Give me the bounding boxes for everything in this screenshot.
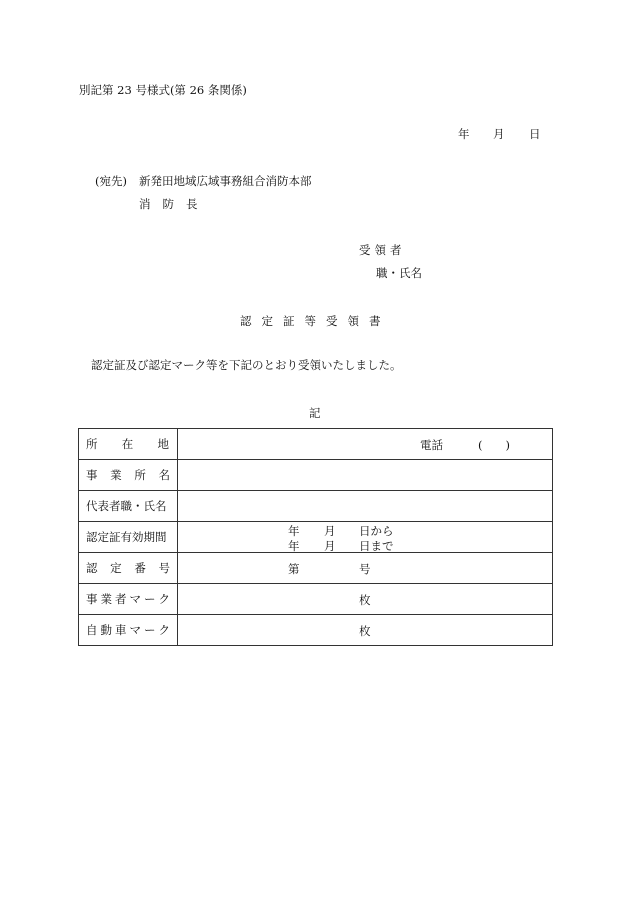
representative-value-cell[interactable] <box>178 491 553 522</box>
from-day: 日から <box>359 524 394 538</box>
table-row <box>79 522 553 553</box>
label-char: 地 <box>157 437 169 451</box>
label-char: 動 <box>100 623 112 637</box>
row-label-vehicle-mark <box>79 615 178 646</box>
phone-label: 電話 <box>420 438 443 452</box>
cert-go: 号 <box>359 562 371 576</box>
office-name-value-cell[interactable] <box>178 460 553 491</box>
chief-char: 長 <box>186 197 198 211</box>
date-month: 月 <box>493 127 505 141</box>
addressee-prefix: (宛先) <box>95 174 127 188</box>
label-char: マ <box>129 592 141 606</box>
label-char: 番 <box>134 561 146 575</box>
label-char: 事 <box>86 592 98 606</box>
business-mark-value-cell[interactable] <box>178 584 553 615</box>
title-char: 書 <box>369 314 381 328</box>
statement: 認定証及び認定マーク等を下記のとおり受領いたしました。 <box>91 358 402 372</box>
table-row <box>79 615 553 646</box>
row-label-representative <box>79 491 178 522</box>
from-year: 年 <box>288 524 300 538</box>
row-label-cert-number <box>79 553 178 584</box>
recipient-position-name: 職・氏名 <box>376 266 422 280</box>
to-year: 年 <box>288 539 300 553</box>
label-char: 事 <box>86 468 98 482</box>
date-year: 年 <box>458 127 470 141</box>
title-char: 証 <box>283 314 295 328</box>
label-char: ー <box>144 623 156 637</box>
label-char: 所 <box>86 437 98 451</box>
table-row <box>79 491 553 522</box>
label-char: 自 <box>86 623 98 637</box>
table-row <box>79 553 553 584</box>
label-char: ー <box>144 592 156 606</box>
label-char: マ <box>129 623 141 637</box>
label-char: 車 <box>115 623 127 637</box>
cert-dai: 第 <box>288 562 300 576</box>
vehicle-mark-value-cell[interactable] <box>178 615 553 646</box>
recipient-char: 受 <box>359 243 371 257</box>
receipt-table <box>78 428 553 646</box>
ki-label: 記 <box>309 406 321 420</box>
to-day: 日まで <box>359 539 394 553</box>
table-row <box>79 460 553 491</box>
label-text: 代表者職・氏名 <box>86 499 167 513</box>
chief-char: 消 <box>139 197 151 211</box>
label-char: 号 <box>158 561 170 575</box>
label-char: 者 <box>115 592 127 606</box>
recipient-char: 者 <box>390 243 402 257</box>
row-label-location <box>79 429 178 460</box>
table-row <box>79 429 553 460</box>
row-label-office-name <box>79 460 178 491</box>
form-number: 別記第 23 号様式(第 26 条関係) <box>79 83 247 97</box>
cert-number-value-cell[interactable] <box>178 553 553 584</box>
label-char: 認 <box>86 561 98 575</box>
location-value-cell[interactable] <box>178 429 553 460</box>
row-label-validity <box>79 522 178 553</box>
validity-value-cell[interactable] <box>178 522 553 553</box>
date-day: 日 <box>529 127 541 141</box>
from-month: 月 <box>324 524 336 538</box>
label-char: 名 <box>158 468 170 482</box>
label-char: ク <box>158 623 170 637</box>
row-label-business-mark <box>79 584 178 615</box>
chief-char: 防 <box>162 197 174 211</box>
label-char: ク <box>158 592 170 606</box>
table-row <box>79 584 553 615</box>
addressee-chief <box>139 196 198 212</box>
business-mark-unit: 枚 <box>359 593 371 607</box>
label-char: 定 <box>110 561 122 575</box>
to-month: 月 <box>324 539 336 553</box>
label-char: 業 <box>110 468 122 482</box>
phone-parens: ( ) <box>478 438 510 452</box>
title-char: 定 <box>261 314 273 328</box>
label-char: 在 <box>121 437 134 451</box>
title-char: 領 <box>347 314 359 328</box>
vehicle-mark-unit: 枚 <box>359 624 371 638</box>
document-title <box>240 313 381 329</box>
label-text: 認定証有効期間 <box>86 530 167 544</box>
label-char: 所 <box>134 468 146 482</box>
title-char: 等 <box>304 314 316 328</box>
recipient-char: 領 <box>374 243 386 257</box>
addressee-organization: 新発田地域広域事務組合消防本部 <box>139 174 312 188</box>
title-char: 受 <box>326 314 338 328</box>
recipient-label <box>359 242 402 258</box>
label-char: 業 <box>100 592 112 606</box>
title-char: 認 <box>240 314 252 328</box>
